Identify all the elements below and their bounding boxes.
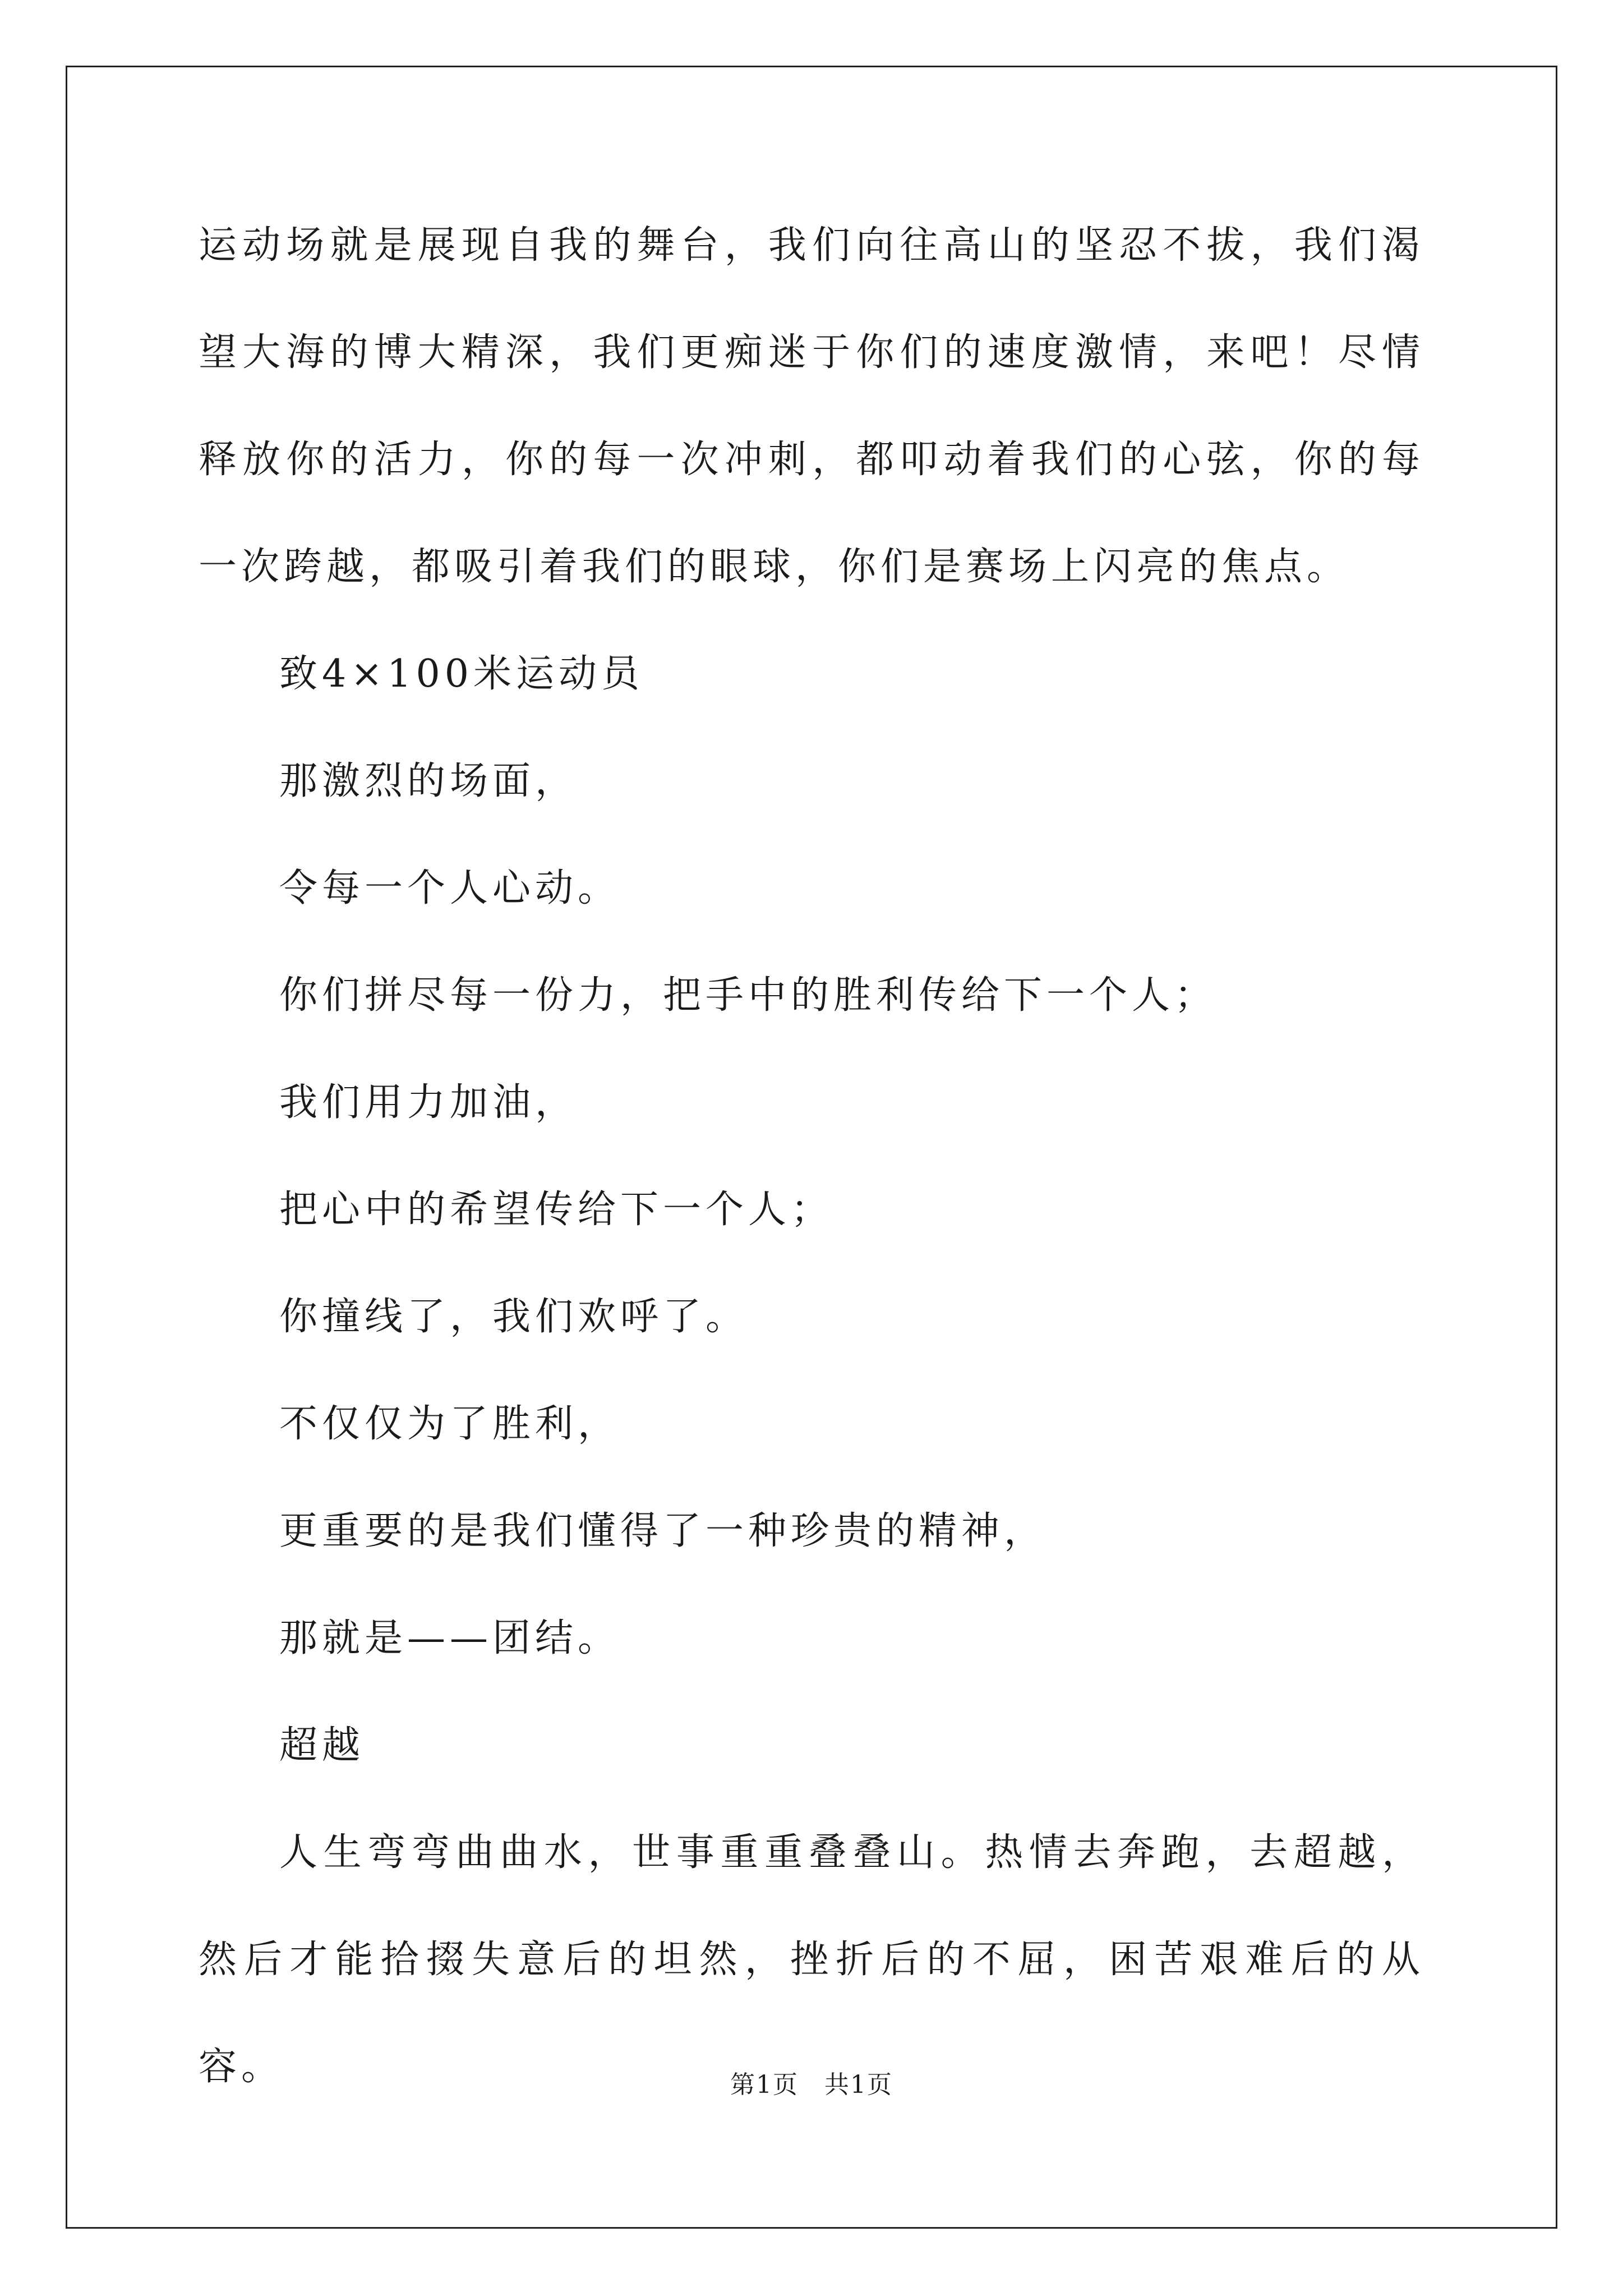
paragraph-title-surpass: 超越	[279, 1723, 365, 1768]
paragraph-closing: 人生弯弯曲曲水，世事重重叠叠山。热情去奔跑，去超越，然后才能拾掇失意后的坦然，挫折后的不屈，困苦艰难后的从容。	[199, 1830, 1424, 2089]
paragraph-title-relay: 致4×100米运动员	[279, 652, 644, 696]
document-body	[199, 209, 1424, 2120]
poem-line: 那就是——团结。	[279, 1616, 621, 1660]
poem-line: 令每一个人心动。	[279, 866, 621, 910]
poem-line: 那激烈的场面，	[279, 759, 578, 803]
poem-line: 你们拼尽每一份力，把手中的胜利传给下一个人；	[279, 973, 1218, 1018]
poem-line: 我们用力加油，	[279, 1080, 578, 1125]
poem-line: 把心中的希望传给下一个人；	[279, 1188, 834, 1232]
paragraph-opening: 运动场就是展现自我的舞台，我们向往高山的坚忍不拔，我们渴望大海的博大精深，我们更痴迷于你们的速度激情，来吧！尽情释放你的活力，你的每一次冲刺，都叩动着我们的心弦，你的每一次跨越，都吸引着我们的眼球，你们是赛场上闪亮的焦点。	[199, 223, 1424, 589]
poem-line: 更重要的是我们懂得了一种珍贵的精神，	[279, 1509, 1047, 1553]
page-number-footer: 第1页 共1页	[730, 2070, 893, 2099]
poem-line: 你撞线了，我们欢呼了。	[279, 1295, 749, 1339]
poem-line: 不仅仅为了胜利，	[279, 1402, 621, 1446]
